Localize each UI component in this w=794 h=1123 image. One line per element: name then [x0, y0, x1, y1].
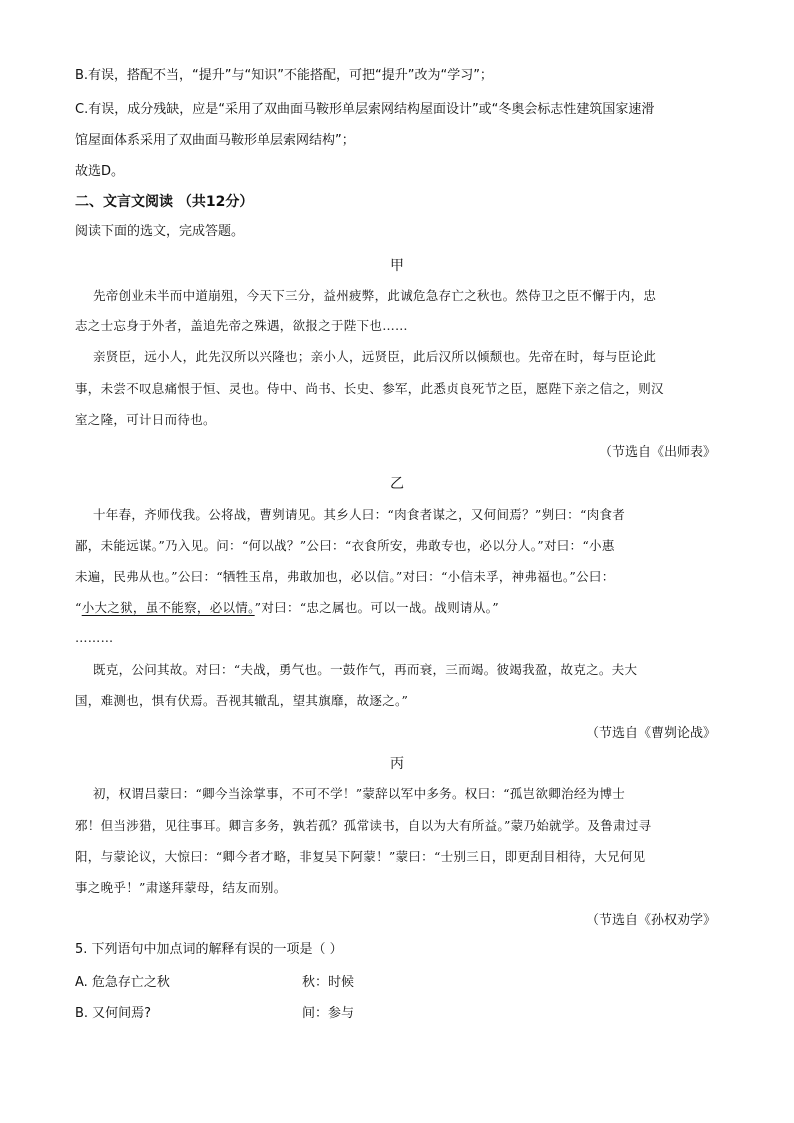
passage-jia-line: 事，未尝不叹息痛恨于恒、灵也。侍中、尚书、长史、参军，此悉贞良死节之臣，愿陛下亲之信之，则汉 — [75, 381, 664, 396]
passage-jia-line: 志之士忘身于外者，盖追先帝之殊遇，欲报之于陛下也…… — [75, 318, 408, 333]
passage-yi-line: 鄙，未能远谋。”乃入见。问：“何以战？”公曰：“衣食所安，弗敢专也，必以分人。”对曰：“小惠 — [75, 538, 615, 553]
passage-yi-line: 十年春，齐师伐我。公将战，曹刿请见。其乡人曰：“肉食者谋之，又何间焉？”刿曰：“肉食者 — [93, 507, 626, 522]
passage-yi-line — [75, 598, 720, 618]
passage-jia-line: 室之隆，可计日而待也。 — [75, 412, 216, 427]
passage-yi-label: 乙 — [390, 476, 404, 492]
passage-bing-line: 事之晚乎！”肃遂拜蒙母，结友而别。 — [75, 880, 287, 895]
quote-open: “ — [75, 600, 82, 615]
passage-bing-line: 初，权谓吕蒙曰：“卿今当涂掌事，不可不学！”蒙辞以军中多务。权曰：“孤岂欲卿治经为博士 — [93, 786, 626, 801]
passage-jia-line: 亲贤臣，远小人，此先汉所以兴隆也；亲小人，远贤臣，此后汉所以倾颓也。先帝在时，每与臣论此 — [93, 349, 657, 364]
passage-bing-label: 丙 — [390, 756, 404, 772]
passage-yi-line: 国，难测也，惧有伏焉。吾视其辙乱，望其旗靡，故逐之。” — [75, 693, 409, 708]
passage-jia-source: （节选自《出师表》 — [598, 445, 716, 460]
section-heading: 二、文言文阅读 （共12分） — [75, 194, 254, 210]
analysis-option-c-line2: 馆屋面体系采用了双曲面马鞍形单层索网结构”； — [75, 133, 355, 148]
passage-yi-line-rest: ”对曰：“忠之属也。可以一战。战则请从。” — [254, 600, 499, 615]
analysis-option-c-line1: C.有误，成分残缺，应是“采用了双曲面马鞍形单层索网结构屋面设计”或“冬奥会标志性建筑国家速滑 — [75, 102, 655, 117]
passage-bing-source: （节选自《孙权劝学》 — [585, 913, 716, 928]
option-a-explanation: 秋：时候 — [302, 975, 355, 990]
option-a-text: A. 危急存亡之秋 — [75, 975, 170, 990]
passage-bing-line: 邪！但当涉猎，见往事耳。卿言多务，孰若孤？孤常读书，自以为大有所益。”蒙乃始就学。及鲁肃过寻 — [75, 818, 652, 833]
answer-statement: 故选D。 — [75, 164, 125, 179]
passage-yi-line: 未遍，民弗从也。”公曰：“牺牲玉帛，弗敢加也，必以信。”对曰：“小信未孚，神弗福也。”公曰： — [75, 569, 615, 584]
passage-bing-line: 阳，与蒙论议，大惊曰：“卿今者才略，非复吴下阿蒙！”蒙曰：“士别三日，即更刮目相待，大兄何见 — [75, 849, 646, 864]
passage-jia-label: 甲 — [390, 258, 404, 274]
analysis-option-b: B.有误，搭配不当，“提升”与“知识”不能搭配，可把“提升”改为“学习”； — [75, 68, 493, 83]
option-b-explanation: 间：参与 — [302, 1006, 355, 1021]
option-b-text: B. 又何间焉? — [75, 1006, 152, 1021]
passage-jia-line: 先帝创业未半而中道崩殂，今天下三分，益州疲弊，此诚危急存亡之秋也。然侍卫之臣不懈于内，忠 — [93, 288, 657, 303]
question-5-stem: 5. 下列语句中加点词的解释有误的一项是（ ） — [75, 942, 343, 957]
passage-yi-line: 既克，公问其故。对曰：“夫战，勇气也。一鼓作气，再而衰，三而竭。彼竭我盈，故克之。夫大 — [93, 662, 638, 677]
underlined-sentence: 小大之狱，虽不能察，必以情。 — [81, 600, 255, 615]
passage-yi-ellipsis: ……… — [75, 630, 114, 645]
reading-instruction: 阅读下面的选文，完成答题。 — [75, 224, 245, 239]
passage-yi-source: （节选自《曹刿论战》 — [585, 726, 716, 741]
